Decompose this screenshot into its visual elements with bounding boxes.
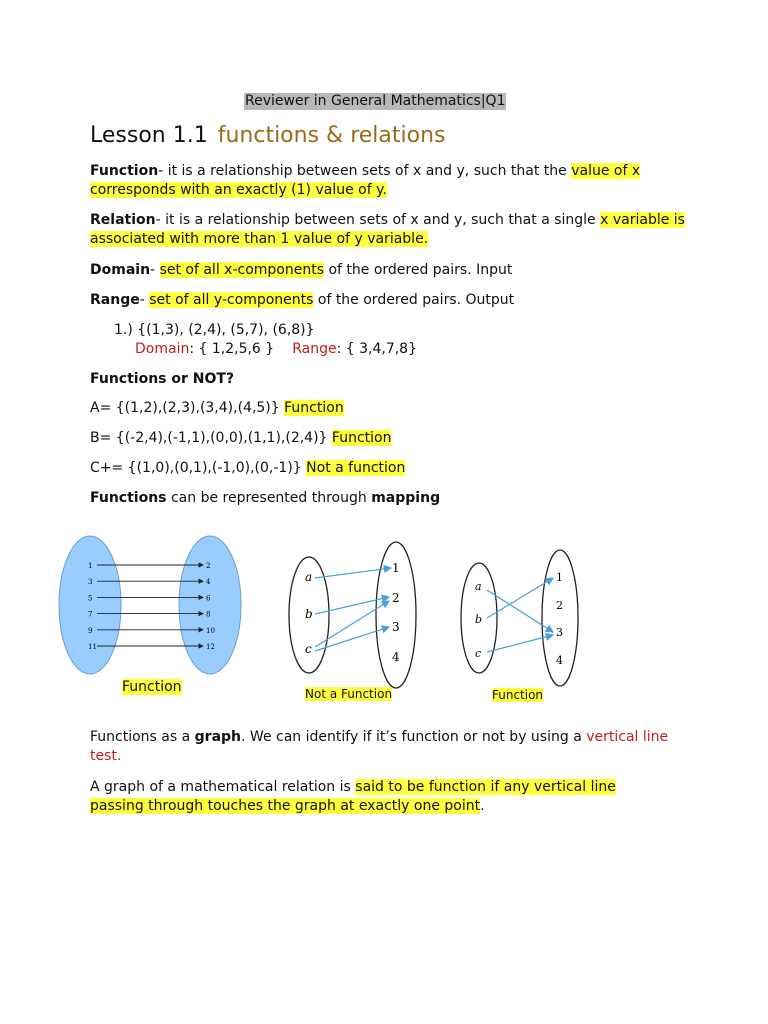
range-label-1: 1 [556,571,563,584]
graph-post: . We can identify if it’s function or not by using a [241,729,587,745]
mapping-diagram-function-2 [455,545,595,695]
domain-value-5: 5 [88,594,93,603]
mapping-mid: can be represented through [166,490,372,506]
function-term: Function [90,163,159,179]
domain-definition [90,261,690,280]
example-1-pairs: 1.) {(1,3), (2,4), (5,7), (6,8)} [114,322,315,338]
domain-label-a: a [475,580,482,593]
arrow-c-2 [315,601,389,647]
diagram-3-caption-text: Function [492,688,544,702]
range-value-4: 4 [206,578,211,587]
domain-value-7: 7 [88,610,93,619]
domain-label-c: c [305,642,312,656]
question-c-expr: C+= {(1,0),(0,1),(-1,0),(0,-1)} [90,460,307,476]
mapping-diagram-function [55,530,250,680]
diagram-3-caption [492,688,543,702]
example-domain-value: : { 1,2,5,6 } [189,341,275,357]
question-b-expr: B= {(-2,4),(-1,1),(0,0),(1,1),(2,4)} [90,430,332,446]
graph-def-post: . [480,798,485,814]
range-oval [179,536,241,674]
question-c [90,459,690,478]
function-text: - it is a relationship between sets of x and y, such that the [158,163,572,179]
range-term: Range [90,292,140,308]
diagram-1-caption-text: Function [122,679,182,695]
mapping-line [90,489,690,508]
domain-term: Domain [90,262,151,278]
example-range-label: Range [292,341,337,357]
domain-label-b: b [475,613,483,626]
range-value-10: 10 [206,626,215,635]
vertical-line-test: vertical line test. [90,729,669,764]
diagram-2-caption-text: Not a Function [305,687,393,701]
example-1-answer [135,340,735,359]
domain-label-b: b [305,607,313,621]
mapping-bold-functions: Functions [90,490,167,506]
domain-value-9: 9 [88,626,93,635]
range-label-3: 3 [556,626,563,639]
range-label-3: 3 [392,620,400,634]
relation-highlight: x variable is associated with more than 1 value of y variable. [90,212,685,247]
domain-value-3: 3 [88,578,93,587]
graph-def-highlight: said to be function if any vertical line passing through touches the graph at exactly one point [90,779,616,814]
domain-rest: of the ordered pairs. Input [324,262,513,278]
relation-text: - it is a relationship between sets of x and y, such that a single [155,212,601,228]
range-rest: of the ordered pairs. Output [313,292,515,308]
diagram-1-caption [122,679,182,695]
mapping-bold-mapping: mapping [371,490,441,506]
question-c-answer: Not a function [306,460,406,476]
range-label-4: 4 [556,654,563,667]
lesson-title [90,121,446,151]
graph-bold: graph [194,729,242,745]
domain-value-11: 11 [88,643,97,651]
example-domain-label: Domain [135,341,190,357]
range-highlight: set of all y-components [149,292,314,308]
range-label-4: 4 [392,650,400,664]
range-label-1: 1 [392,561,400,575]
arrow-b-2 [315,597,389,614]
question-a [90,399,690,418]
function-highlight: value of x corresponds with an exactly (1) value of y. [90,163,641,198]
mapping-diagram-not-function [285,535,425,695]
function-definition [90,162,690,200]
domain-label-c: c [475,647,482,660]
range-value-12: 12 [206,643,215,651]
range-value-8: 8 [206,610,211,619]
relation-definition [90,211,690,249]
functions-or-not-heading-text: Functions or NOT? [90,371,235,387]
range-sep: - [139,292,150,308]
question-a-expr: A= {(1,2),(2,3),(3,4),(4,5)} [90,400,285,416]
domain-highlight: set of all x-components [159,262,324,278]
domain-sep: - [150,262,160,278]
graph-pre: Functions as a [90,729,195,745]
range-value-6: 6 [206,594,211,603]
example-range-value: : { 3,4,7,8} [336,341,417,357]
diagram-2-caption [305,687,392,701]
range-value-2: 2 [206,562,211,570]
domain-oval [59,536,121,674]
range-label-2: 2 [392,591,400,605]
document-header: Reviewer in General Mathematics|Q1 [245,93,506,109]
graph-definition [90,778,670,816]
question-a-answer: Function [284,400,344,416]
relation-term: Relation [90,212,156,228]
lesson-topic: functions & relations [217,123,446,148]
domain-value-1: 1 [88,562,93,570]
domain-label-a: a [305,570,313,584]
range-label-2: 2 [556,599,563,612]
lesson-number: Lesson 1.1 [90,123,208,148]
graph-def-pre: A graph of a mathematical relation is [90,779,356,795]
graph-paragraph [90,728,690,766]
range-definition [90,291,690,310]
question-b [90,429,690,448]
question-b-answer: Function [331,430,392,446]
functions-or-not-heading [90,370,690,389]
